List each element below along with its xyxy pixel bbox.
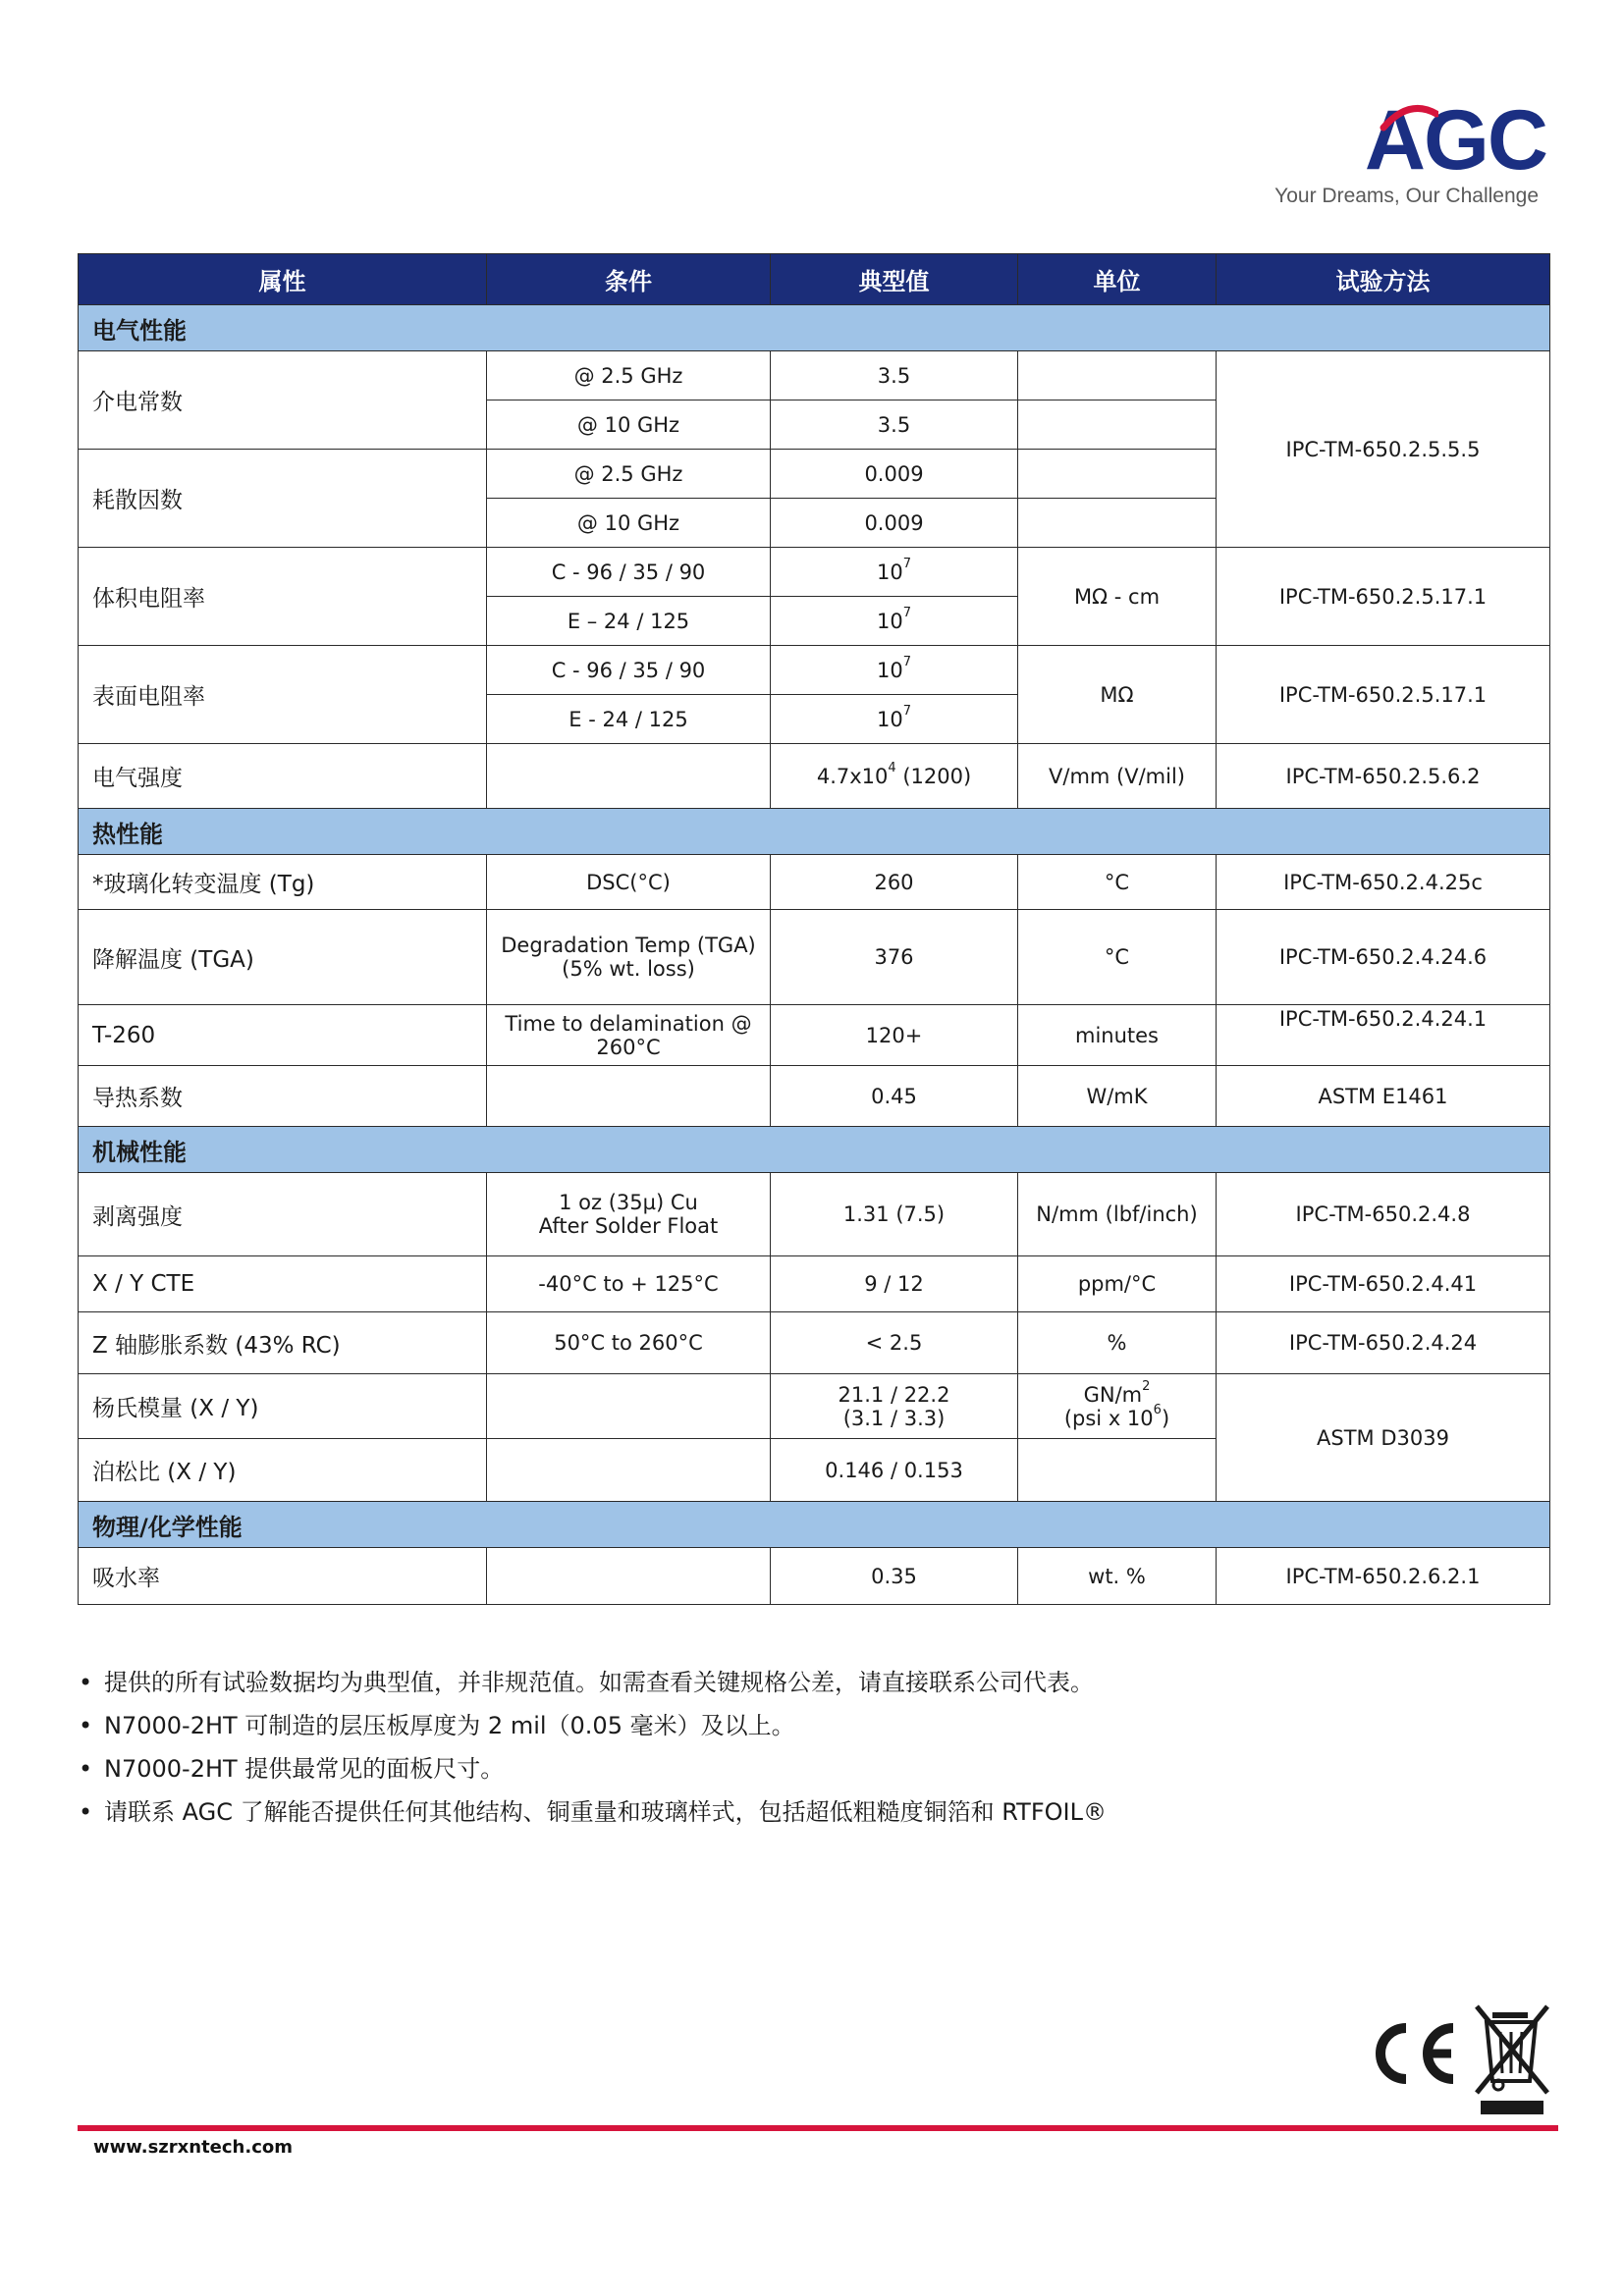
row-df-unit2 [1018, 499, 1217, 548]
row-peel-cond-line1: 1 oz (35µ) Cu [559, 1191, 698, 1214]
row-t260-val: 120+ [771, 1005, 1018, 1066]
row-ym-unit-l2-exp: 6 [1153, 1402, 1162, 1417]
row-es-name: 电气强度 [79, 744, 487, 809]
row-wa-cond [487, 1548, 771, 1605]
row-sr-cond1: C - 96 / 35 / 90 [487, 646, 771, 695]
row-es-val [771, 744, 1018, 809]
row-vr-val1-base: 10 [876, 560, 903, 584]
row-wa-name: 吸水率 [79, 1548, 487, 1605]
row-df-cond2: @ 10 GHz [487, 499, 771, 548]
row-sr-val1-base: 10 [876, 658, 903, 682]
row-dk-unit2 [1018, 400, 1217, 450]
row-sr-cond2: E - 24 / 125 [487, 695, 771, 744]
row-t260-cond-line1: Time to delamination @ [505, 1011, 752, 1036]
row-sr-val1-exp: 7 [902, 654, 911, 669]
row-es-val-base: 4.7x10 [816, 764, 889, 788]
row-dk-cond2: @ 10 GHz [487, 400, 771, 450]
section-electrical: 电气性能 [79, 305, 1550, 351]
notes-list [77, 1661, 1451, 1834]
note-text: N7000-2HT 可制造的层压板厚度为 2 mil（0.05 毫米）及以上。 [104, 1712, 795, 1739]
row-pr-name: 泊松比 (X / Y) [79, 1439, 487, 1502]
row-ym-method: ASTM D3039 [1217, 1374, 1550, 1502]
row-df-name: 耗散因数 [79, 450, 487, 548]
row-sr-val2 [771, 695, 1018, 744]
list-item [77, 1661, 1451, 1704]
row-df-cond1: @ 2.5 GHz [487, 450, 771, 499]
row-sr-unit: MΩ [1018, 646, 1217, 744]
row-es-val-exp: 4 [888, 760, 896, 775]
bullet-icon: • [79, 1712, 93, 1739]
row-vr-cond2: E – 24 / 125 [487, 597, 771, 646]
row-dk-method: IPC-TM-650.2.5.5.5 [1217, 351, 1550, 548]
row-sr-val2-base: 10 [876, 707, 903, 731]
row-tc-name: 导热系数 [79, 1066, 487, 1127]
row-ym-unit-l2-base: (psi x 10 [1063, 1406, 1154, 1430]
row-tc-method: ASTM E1461 [1217, 1066, 1550, 1127]
row-ym-unit [1018, 1374, 1217, 1439]
list-item [77, 1704, 1451, 1747]
row-vr-cond1: C - 96 / 35 / 90 [487, 548, 771, 597]
note-text: N7000-2HT 提供最常见的面板尺寸。 [104, 1755, 505, 1783]
row-pr-cond [487, 1439, 771, 1502]
bullet-icon: • [79, 1755, 93, 1783]
footer-divider [78, 2125, 1558, 2131]
row-sr-method: IPC-TM-650.2.5.17.1 [1217, 646, 1550, 744]
brand-tagline: Your Dreams, Our Challenge [1274, 185, 1539, 207]
row-es-val-tail: (1200) [895, 764, 972, 788]
row-tg-method: IPC-TM-650.2.4.25c [1217, 855, 1550, 910]
row-es-cond [487, 744, 771, 809]
section-thermal: 热性能 [79, 809, 1550, 855]
row-tg-unit: °C [1018, 855, 1217, 910]
row-cte-method: IPC-TM-650.2.4.41 [1217, 1256, 1550, 1312]
row-ym-val-line2: (3.1 / 3.3) [842, 1406, 946, 1430]
row-peel-unit: N/mm (lbf/inch) [1018, 1173, 1217, 1256]
row-t260-method: IPC-TM-650.2.4.24.1 [1217, 1005, 1550, 1066]
row-vr-val2-base: 10 [876, 609, 903, 633]
row-td-val: 376 [771, 910, 1018, 1005]
row-dk-name: 介电常数 [79, 351, 487, 450]
row-tg-cond: DSC(°C) [487, 855, 771, 910]
row-ym-cond [487, 1374, 771, 1439]
bullet-icon: • [79, 1669, 93, 1696]
row-vr-name: 体积电阻率 [79, 548, 487, 646]
row-peel-cond-line2: After Solder Float [538, 1214, 719, 1238]
row-peel-name: 剥离强度 [79, 1173, 487, 1256]
row-es-method: IPC-TM-650.2.5.6.2 [1217, 744, 1550, 809]
row-zcte-unit: % [1018, 1312, 1217, 1374]
row-td-name: 降解温度 (TGA) [79, 910, 487, 1005]
row-dk-unit1 [1018, 351, 1217, 400]
section-mechanical: 机械性能 [79, 1127, 1550, 1173]
row-dk-val2: 3.5 [771, 400, 1018, 450]
row-ym-unit-l1-exp: 2 [1142, 1378, 1151, 1394]
note-text: 请联系 AGC 了解能否提供任何其他结构、铜重量和玻璃样式，包括超低粗糙度铜箔和 RTFOIL® [104, 1798, 1107, 1826]
properties-table [78, 253, 1550, 1605]
row-vr-method: IPC-TM-650.2.5.17.1 [1217, 548, 1550, 646]
row-tc-unit: W/mK [1018, 1066, 1217, 1127]
row-vr-unit: MΩ - cm [1018, 548, 1217, 646]
row-es-unit: V/mm (V/mil) [1018, 744, 1217, 809]
row-zcte-name: Z 轴膨胀系数 (43% RC) [79, 1312, 487, 1374]
row-df-val1: 0.009 [771, 450, 1018, 499]
header-typical-value: 典型值 [771, 254, 1018, 305]
agc-logo [1232, 93, 1546, 216]
section-physical: 物理/化学性能 [79, 1502, 1550, 1548]
bullet-icon: • [79, 1798, 93, 1826]
row-ym-name: 杨氏模量 (X / Y) [79, 1374, 487, 1439]
row-td-method: IPC-TM-650.2.4.24.6 [1217, 910, 1550, 1005]
row-tg-val: 260 [771, 855, 1018, 910]
row-wa-unit: wt. % [1018, 1548, 1217, 1605]
table-header-row [79, 254, 1550, 305]
row-dk-val1: 3.5 [771, 351, 1018, 400]
row-pr-unit [1018, 1439, 1217, 1502]
row-t260-cond [487, 1005, 771, 1066]
row-sr-val1 [771, 646, 1018, 695]
footer-url-link[interactable]: www.szrxntech.com [93, 2137, 293, 2158]
row-sr-name: 表面电阻率 [79, 646, 487, 744]
row-ym-val [771, 1374, 1018, 1439]
row-peel-cond [487, 1173, 771, 1256]
row-vr-val2-exp: 7 [902, 605, 911, 620]
row-dk-cond1: @ 2.5 GHz [487, 351, 771, 400]
header-condition: 条件 [487, 254, 771, 305]
brand-name: AGC [1364, 93, 1546, 187]
row-ym-val-line1: 21.1 / 22.2 [838, 1382, 950, 1407]
row-zcte-cond: 50°C to 260°C [487, 1312, 771, 1374]
logo-swoosh-icon [1380, 104, 1438, 133]
row-cte-name: X / Y CTE [79, 1256, 487, 1312]
row-tc-cond [487, 1066, 771, 1127]
row-t260-cond-line2: 260°C [596, 1035, 661, 1059]
row-vr-val1-exp: 7 [902, 556, 911, 571]
row-tc-val: 0.45 [771, 1066, 1018, 1127]
header-test-method: 试验方法 [1217, 254, 1550, 305]
note-text: 提供的所有试验数据均为典型值，并非规范值。如需查看关键规格公差，请直接联系公司代表。 [104, 1669, 1094, 1696]
ce-mark-icon [1363, 2014, 1461, 2093]
row-td-cond-line2: (5% wt. loss) [562, 957, 695, 981]
header-property: 属性 [79, 254, 487, 305]
row-peel-val: 1.31 (7.5) [771, 1173, 1018, 1256]
row-ym-unit-l1-base: GN/m [1083, 1382, 1143, 1407]
row-wa-val: 0.35 [771, 1548, 1018, 1605]
row-df-val2: 0.009 [771, 499, 1018, 548]
row-vr-val2 [771, 597, 1018, 646]
row-zcte-method: IPC-TM-650.2.4.24 [1217, 1312, 1550, 1374]
list-item [77, 1790, 1451, 1834]
header-unit: 单位 [1018, 254, 1217, 305]
weee-bin-icon [1473, 2002, 1551, 2118]
list-item [77, 1747, 1451, 1790]
row-cte-val: 9 / 12 [771, 1256, 1018, 1312]
row-td-cond [487, 910, 771, 1005]
row-tg-name: *玻璃化转变温度 (Tg) [79, 855, 487, 910]
row-td-cond-line1: Degradation Temp (TGA) [501, 934, 756, 957]
row-t260-name: T-260 [79, 1005, 487, 1066]
row-sr-val2-exp: 7 [902, 703, 911, 719]
row-t260-unit: minutes [1018, 1005, 1217, 1066]
row-vr-val1 [771, 548, 1018, 597]
row-pr-val: 0.146 / 0.153 [771, 1439, 1018, 1502]
row-wa-method: IPC-TM-650.2.6.2.1 [1217, 1548, 1550, 1605]
row-df-unit1 [1018, 450, 1217, 499]
row-cte-unit: ppm/°C [1018, 1256, 1217, 1312]
row-zcte-val: < 2.5 [771, 1312, 1018, 1374]
row-ym-unit-l2-tail: ) [1161, 1406, 1170, 1430]
row-peel-method: IPC-TM-650.2.4.8 [1217, 1173, 1550, 1256]
row-td-unit: °C [1018, 910, 1217, 1005]
row-cte-cond: -40°C to + 125°C [487, 1256, 771, 1312]
